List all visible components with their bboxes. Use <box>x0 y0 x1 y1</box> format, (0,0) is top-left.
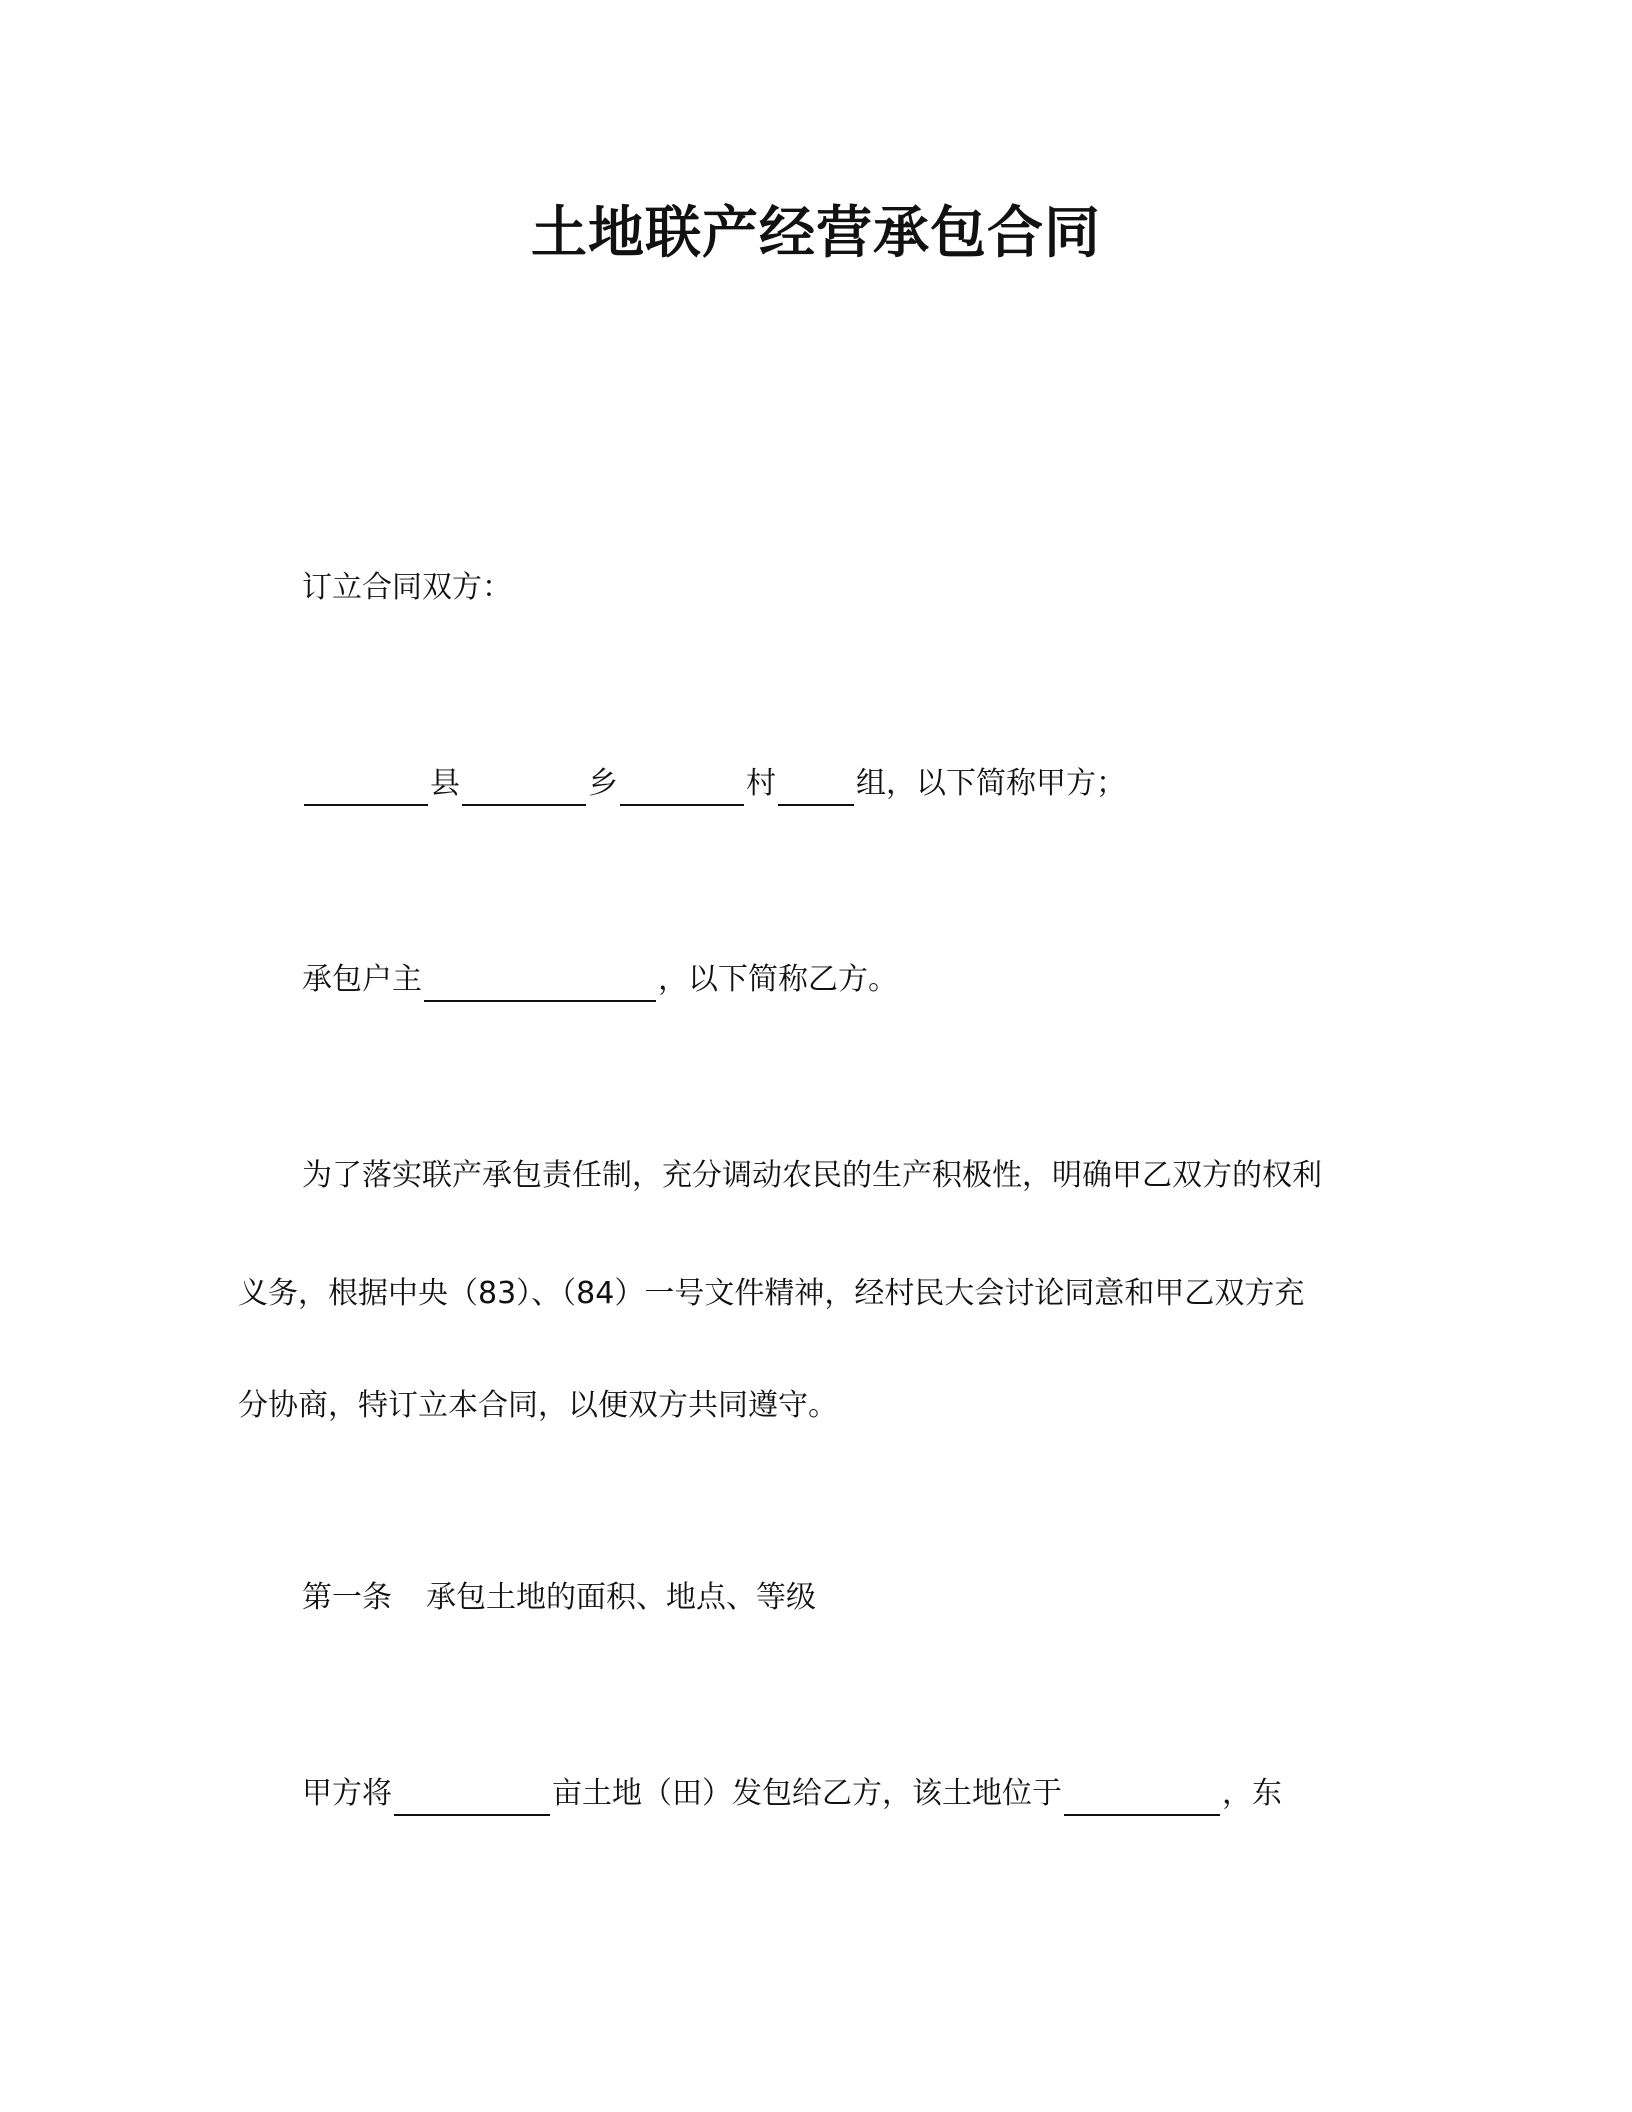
county-suffix: 县 <box>430 766 460 801</box>
area-blank[interactable] <box>394 1780 550 1816</box>
county-blank[interactable] <box>304 770 428 806</box>
township-blank[interactable] <box>462 770 586 806</box>
article-number: 第一条 <box>302 1580 392 1615</box>
party-b-suffix: ，以下简称乙方。 <box>658 962 898 997</box>
party-b-prefix: 承包户主 <box>302 962 422 997</box>
location-blank[interactable] <box>1064 1780 1220 1816</box>
article-body-part1: 甲方将 <box>302 1776 392 1811</box>
preamble-line-1: 为了落实联产承包责任制，充分调动农民的生产积极性，明确甲乙双方的权利 <box>302 1158 1322 1193</box>
village-suffix: 村 <box>746 766 776 801</box>
household-head-blank[interactable] <box>424 966 656 1002</box>
document-title: 土地联产经营承包合同 <box>531 201 1101 266</box>
group-blank[interactable] <box>778 770 854 806</box>
group-suffix: 组，以下简称甲方； <box>856 766 1126 801</box>
article-one-body <box>302 1772 1282 1816</box>
party-b-line <box>302 958 898 1002</box>
preamble-line-2: 义务，根据中央（83）、（84）一号文件精神，经村民大会讨论同意和甲乙双方充 <box>238 1276 1305 1311</box>
article-one-heading <box>302 1576 816 1620</box>
township-suffix: 乡 <box>588 766 618 801</box>
article-body-part3: ，东 <box>1222 1776 1282 1811</box>
article-title: 承包土地的面积、地点、等级 <box>426 1580 816 1615</box>
intro-heading: 订立合同双方： <box>302 570 512 605</box>
article-body-part2: 亩土地（田）发包给乙方，该土地位于 <box>552 1776 1062 1811</box>
village-blank[interactable] <box>620 770 744 806</box>
party-a-line <box>302 762 1126 806</box>
preamble-line-3: 分协商，特订立本合同，以便双方共同遵守。 <box>238 1388 838 1423</box>
